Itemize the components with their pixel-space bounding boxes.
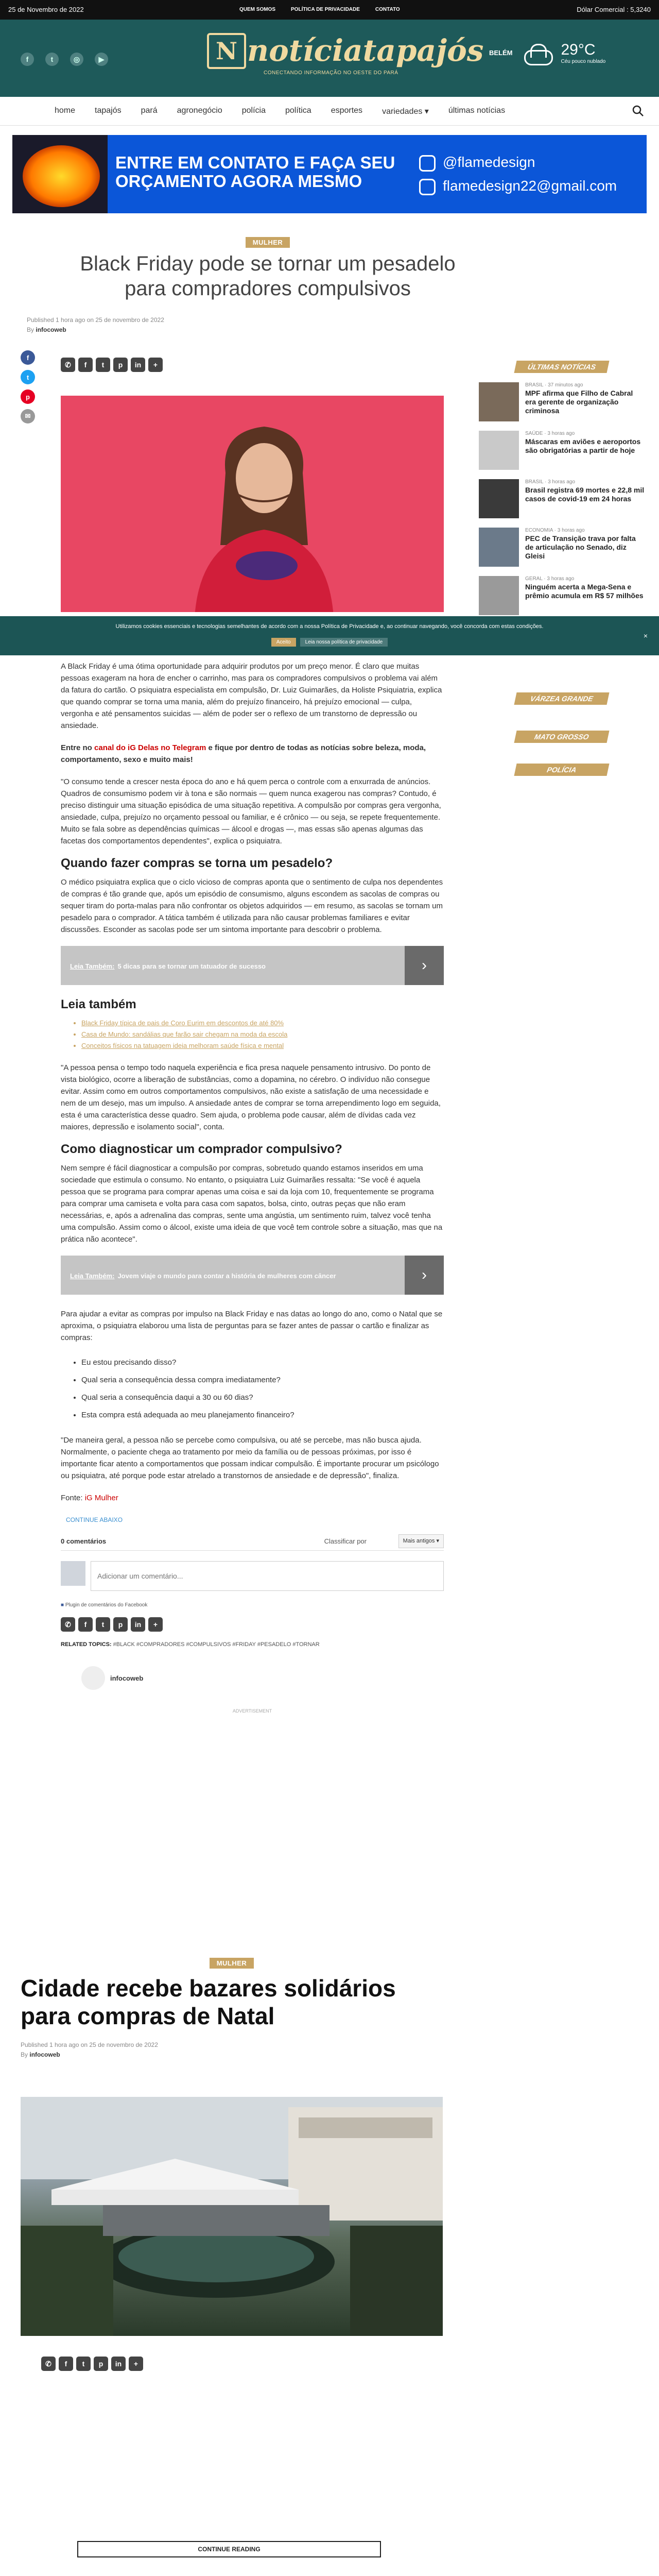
- search-icon[interactable]: [632, 105, 644, 116]
- telegram-link[interactable]: canal do iG Delas no Telegram: [94, 743, 206, 752]
- chevron-right-icon[interactable]: ›: [405, 946, 444, 985]
- banner-instagram: @flamedesign: [443, 154, 535, 170]
- by-label: By: [21, 2051, 28, 2058]
- email-icon: [419, 179, 436, 195]
- top-links: [239, 7, 400, 12]
- by-label: By: [27, 326, 34, 333]
- weather-temperature: 29°C: [561, 41, 596, 58]
- source-line: [61, 1492, 444, 1504]
- fb-plugin-label: [61, 1599, 444, 1611]
- paragraph: "De maneira geral, a pessoa não se percebe como compulsiva, ou até se percebe, mas não busca ajuda. Normalmente, o paciente chega ao tratamento por meio da família ou de pessoas próximas, por isso é importante ficar atento a comportamentos que possam indicar compulsão. É importante procurar um psicólogo ou psiquiatra, até porque pode estar atrelado a transtornos de ansiedade e de depressão", finaliza.: [61, 1436, 439, 1480]
- sidebar-title-policia: POLÍCIA: [514, 764, 609, 776]
- facebook-icon[interactable]: f: [78, 1617, 93, 1632]
- advertisement-label: ADVERTISEMENT: [232, 1708, 272, 1714]
- nav-tapajos[interactable]: tapajós: [95, 106, 122, 115]
- avatar: [61, 1561, 85, 1586]
- sidebar-news-item[interactable]: BRASIL · 37 minutos ago MPF afirma que Filho de Cabral era gerente de organização criminosa: [479, 382, 645, 421]
- author-box: [81, 1666, 444, 1690]
- twitter-icon[interactable]: t: [96, 1617, 110, 1632]
- news-time: 3 horas ago: [557, 528, 585, 533]
- sort-label: Classificar por: [324, 1537, 367, 1545]
- chevron-right-icon[interactable]: ›: [405, 1256, 444, 1295]
- cloud-icon: [521, 43, 553, 63]
- article-title: Black Friday pode se tornar um pesadelo para compradores compulsivos: [80, 252, 456, 300]
- share-twitter-icon[interactable]: t: [21, 370, 35, 384]
- linkedin-icon[interactable]: in: [111, 2357, 126, 2371]
- continue-below: CONTINUE ABAIXO: [66, 1516, 123, 1523]
- news-title[interactable]: Brasil registra 69 mortes e 22,8 mil casos de covid-19 em 24 horas: [525, 486, 645, 503]
- news-category: ECONOMIA: [525, 528, 553, 533]
- cookie-banner: [0, 616, 659, 655]
- top-bar: [0, 0, 659, 20]
- sidebar-news-item[interactable]: BRASIL · 3 horas ago Brasil registra 69 mortes e 22,8 mil casos de covid-19 em 24 horas: [479, 479, 645, 518]
- weather-city: BELÉM: [489, 49, 513, 57]
- read-also-title: Jovem viaje o mundo para contar a história de mulheres com câncer: [117, 1272, 336, 1280]
- nav-para[interactable]: pará: [141, 106, 158, 115]
- read-also-box[interactable]: [61, 1256, 444, 1295]
- news-category: BRASIL: [525, 479, 544, 485]
- related-tags[interactable]: #BLACK #COMPRADORES #COMPULSIVOS #FRIDAY #PESADELO #TORNAR: [113, 1641, 320, 1648]
- read-also-label: Leia Também:: [70, 1272, 115, 1280]
- linkedin-icon[interactable]: in: [131, 1617, 145, 1632]
- nav-home[interactable]: home: [55, 106, 76, 115]
- comments-header: [61, 1535, 444, 1551]
- comments-count: 0 comentários: [61, 1537, 107, 1545]
- article2-share-row: [41, 2357, 143, 2371]
- question-item: • Eu estou precisando disso?: [81, 1354, 444, 1371]
- more-share-icon[interactable]: +: [148, 358, 163, 372]
- whatsapp-icon[interactable]: ✆: [61, 358, 75, 372]
- sidebar-section: [479, 731, 645, 743]
- cookie-text: Utilizamos cookies essenciais e tecnologias semelhantes de acordo com a nossa Política de Privacidade e, ao continuar navegando, você concorda com estas condições.: [115, 623, 544, 630]
- article-body: [61, 660, 444, 1717]
- current-date: 25 de Novembro de 2022: [8, 6, 84, 13]
- sidebar-news-item[interactable]: GERAL · 3 horas ago Ninguém acerta a Mega-Sena e prêmio acumula em R$ 57 milhões: [479, 576, 645, 615]
- leia-tambem-heading: Leia também: [61, 997, 136, 1011]
- news-thumbnail: [479, 431, 519, 470]
- news-thumbnail: [479, 479, 519, 518]
- facebook-icon[interactable]: f: [78, 358, 93, 372]
- top-link-privacidade[interactable]: POLÍTICA DE PRIVACIDADE: [291, 7, 360, 12]
- paragraph-text: e fique por dentro de todas as notícias sobre beleza, moda, comportamento, sexo e muito mais!: [61, 743, 426, 764]
- paragraph-text: Entre no: [61, 743, 95, 752]
- paragraph: "O consumo tende a crescer nesta época do ano e há quem perca o controle com a enxurrada de anúncios. Quadros de consumismo podem vir à tona e são normais — quem nunca exagerou nas compras? Contudo, é preciso distinguir uma situação episódica de uma situação repetitiva. A compulsão por compras gera vergonha, ansiedade, culpa, prejuízo no orçamento pessoal ou familiar, e é crônico — ou seja, se repete frequentemente. Muito se fala sobre as dependências químicas — álcool e drogas —, mas essas são apenas algumas das facetas dos comportamentos dependentes", explica o psiquiatra.: [61, 777, 441, 845]
- subheading: Como diagnosticar um comprador compulsivo?: [61, 1142, 342, 1156]
- fb-plugin-text: Plugin de comentários do Facebook: [65, 1602, 148, 1608]
- instagram-icon[interactable]: ◎: [70, 53, 83, 66]
- twitter-icon[interactable]: t: [76, 2357, 91, 2371]
- article2-image: [21, 2097, 443, 2336]
- close-icon[interactable]: ×: [643, 632, 648, 640]
- ad-banner[interactable]: [12, 135, 647, 213]
- news-category: SAÚDE: [525, 431, 543, 436]
- continue-reading-button[interactable]: CONTINUE READING: [77, 2541, 381, 2557]
- more-share-icon[interactable]: +: [148, 1617, 163, 1632]
- paragraph: Para ajudar a evitar as compras por impulso na Black Friday e nas datas ao longo do ano, como o Natal que se aproxima, o psiquiatra elaborou uma lista de perguntas para se fazer antes de passar o cartão e finalizar as compras:: [61, 1310, 443, 1342]
- article2-tag-wrap: [21, 1958, 443, 1969]
- sidebar-news-item[interactable]: ECONOMIA · 3 horas ago PEC de Transição trava por falta de articulação no Senado, diz Gleisi: [479, 528, 645, 567]
- article2-category-tag[interactable]: MULHER: [210, 1958, 254, 1969]
- news-thumbnail: [479, 576, 519, 615]
- whatsapp-icon[interactable]: ✆: [41, 2357, 56, 2371]
- logo-mark: N: [207, 33, 246, 69]
- logo-slogan: CONECTANDO INFORMAÇÃO NO OESTE DO PARÁ: [264, 70, 398, 76]
- paragraph: Nem sempre é fácil diagnosticar a compulsão por compras, sobretudo quando estamos inseridos em uma sociedade que estimula o consumo. No entanto, o psiquiatra Luiz Guimarães ressalta: "Se você é aquela pessoa que se programa para comprar apenas uma coisa e sai da loja com 10, frequentemente se programa para comprar uma camiseta e volta para casa com sapatos, bolsa, cinto, outras peças que não eram necessárias, e, após a adrenalina das compras, sente uma angústia, um sentimento ruim, talvez você tenha uma compulsão. Assim como o álcool, existe uma ideia de que você tem controle sobre a situação, mas que na prática não acontece".: [61, 1164, 443, 1244]
- published-date: Published 1 hora ago on 25 de novembro de 2022: [21, 2041, 158, 2048]
- leia-item[interactable]: • Casa de Mundo: sandálias que farão sair chegam na moda da escola: [81, 1029, 444, 1040]
- nav-policia[interactable]: polícia: [241, 106, 266, 115]
- youtube-icon[interactable]: ▶: [95, 53, 108, 66]
- question-item: • Qual seria a consequência dessa compra imediatamente?: [81, 1371, 444, 1389]
- subheading: Quando fazer compras se torna um pesadelo?: [61, 856, 333, 870]
- comment-input[interactable]: [91, 1561, 444, 1591]
- pinterest-icon[interactable]: p: [94, 2357, 108, 2371]
- article-tag-wrap: [62, 237, 474, 248]
- share-row: [61, 358, 163, 372]
- more-share-icon[interactable]: +: [129, 2357, 143, 2371]
- published-date: Published 1 hora ago on 25 de novembro de 2022: [27, 316, 164, 324]
- author-name[interactable]: infocoweb: [110, 1674, 144, 1682]
- read-also-label: Leia Também:: [70, 962, 115, 970]
- share-facebook-icon[interactable]: f: [21, 350, 35, 365]
- banner-contacts: [419, 150, 617, 198]
- top-link-contato[interactable]: CONTATO: [375, 7, 400, 12]
- share-row-bottom: [61, 1617, 444, 1632]
- author-link[interactable]: infocoweb: [36, 326, 66, 333]
- source-label: Fonte:: [61, 1494, 85, 1502]
- top-link-quem-somos[interactable]: QUEM SOMOS: [239, 7, 276, 12]
- article-hero-image: [61, 396, 444, 612]
- news-time: 3 horas ago: [548, 479, 575, 485]
- paragraph: A Black Friday é uma ótima oportunidade para adquirir produtos por um preço menor. É claro que muitas pessoas exageram na hora de encher o carrinho, mas para os compradores compulsivos o problema vai além da fatura do cartão. O psiquiatra especialista em compulsão, Dr. Luiz Guimarães, da Holiste Psiquiatria, explica que quando comprar se torna uma mania, além do prejuízo financeiro, há prejuízo emocional — culpa, vergonha e até pensamentos suicidas — além de poder ser o reflexo de um transtorno de depressão ou ansiedade.: [61, 662, 442, 730]
- sidebar: [479, 361, 645, 785]
- author-avatar: [81, 1666, 105, 1690]
- twitter-icon[interactable]: t: [45, 53, 59, 66]
- share-email-icon[interactable]: ✉: [21, 409, 35, 423]
- news-category: BRASIL: [525, 382, 544, 388]
- facebook-icon: ■: [61, 1602, 65, 1608]
- logo-text: notíciatapajós: [247, 33, 484, 68]
- comment-compose: [61, 1561, 444, 1591]
- news-title[interactable]: Ninguém acerta a Mega-Sena e prêmio acumula em R$ 57 milhões: [525, 583, 644, 600]
- twitter-icon[interactable]: t: [96, 358, 110, 372]
- news-time: 3 horas ago: [547, 576, 575, 582]
- paragraph: "A pessoa pensa o tempo todo naquela experiência e fica presa naquele pensamento intrusivo. Do ponto de vista biológico, ocorre a liberação de substâncias, como a dopamina, no cérebro. O indivíduo não consegue evitar. Assim como em outros comportamentos compulsivos, não existe a satisfação de uma necessidade e nem de um desejo, mas um impulso. A ansiedade antes de comprar se torna arrependimento logo em seguida, esta é uma característica desse quadro. Sem ajuda, o problema pode causar, além de dívidas cada vez maiores, depressão e isolamento social", conta.: [61, 1063, 441, 1131]
- pinterest-icon[interactable]: p: [113, 358, 128, 372]
- dollar-rate: Dólar Comercial : 5,3240: [577, 6, 651, 13]
- cookie-accept-button[interactable]: Aceito: [271, 638, 296, 647]
- author-link[interactable]: infocoweb: [29, 2051, 60, 2058]
- site-logo[interactable]: [207, 26, 484, 82]
- bazaar-scene: [21, 2097, 443, 2336]
- social-links: [21, 53, 108, 66]
- fire-logo: [12, 135, 108, 213]
- nav-variedades[interactable]: variedades ▾: [382, 107, 429, 116]
- source-link[interactable]: iG Mulher: [84, 1494, 118, 1502]
- leia-item[interactable]: • Black Friday típica de pais de Coro Eurim em descontos de até 80%: [81, 1018, 444, 1029]
- banner-email: flamedesign22@gmail.com: [443, 178, 617, 194]
- pinterest-icon[interactable]: p: [113, 1617, 128, 1632]
- sidebar-section: [479, 692, 645, 705]
- weather-condition: Céu pouco nublado: [561, 59, 606, 64]
- share-vertical: [21, 350, 35, 423]
- paragraph: O médico psiquiatra explica que o ciclo vicioso de compras aponta que o sentimento de culpa nos dependentes de compras é tão grande que, após um episódio de consumismo, alguns escondem as sacolas de compras ou sequer tiram do porta-malas para não confrontar os objetos adquiridos — em resumo, as sacolas se tornam um pesadelo para o comprador. A tática também é utilizada para não causar problemas familiares e evitar discussões. Esconder as sacolas pode ser um sintoma importante para descobrir o problema.: [61, 878, 443, 934]
- related-topics: [61, 1639, 444, 1651]
- paragraph: [61, 742, 444, 766]
- news-thumbnail: [479, 382, 519, 421]
- facebook-icon[interactable]: f: [21, 53, 34, 66]
- question-item: • Esta compra está adequada ao meu planejamento financeiro?: [81, 1406, 444, 1424]
- sidebar-news-item[interactable]: SAÚDE · 3 horas ago Máscaras em aviões e aeroportos são obrigatórias a partir de hoje: [479, 431, 645, 470]
- facebook-icon[interactable]: f: [59, 2357, 73, 2371]
- banner-headline: ENTRE EM CONTATO E FAÇA SEU ORÇAMENTO AGORA MESMO: [115, 153, 395, 191]
- weather-widget: [489, 41, 605, 64]
- sidebar-title-varzea: VÁRZEA GRANDE: [514, 692, 609, 705]
- cookie-policy-button[interactable]: Leia nossa política de privacidade: [300, 638, 388, 647]
- nav-esportes[interactable]: esportes: [331, 106, 363, 115]
- article-category-tag[interactable]: MULHER: [246, 237, 290, 248]
- nav-agronegocio[interactable]: agronegócio: [177, 106, 222, 115]
- share-pinterest-icon[interactable]: p: [21, 389, 35, 404]
- article2-title[interactable]: Cidade recebe bazares solidários para compras de Natal: [21, 1975, 396, 2029]
- news-category: GERAL: [525, 576, 543, 582]
- question-item: • Qual seria a consequência daqui a 30 ou 60 dias?: [81, 1389, 444, 1406]
- sidebar-section: [479, 764, 645, 776]
- nav-politica[interactable]: política: [285, 106, 311, 115]
- nav-ultimas-noticias[interactable]: últimas notícias: [448, 106, 506, 115]
- read-also-box[interactable]: [61, 946, 444, 985]
- linkedin-icon[interactable]: in: [131, 358, 145, 372]
- leia-tambem-list: [61, 1018, 444, 1052]
- main-nav: [0, 97, 659, 126]
- sort-select[interactable]: Mais antigos ▾: [398, 1534, 444, 1548]
- sidebar-title-mato-grosso: MATO GROSSO: [514, 731, 609, 743]
- article2-meta: [21, 2040, 158, 2060]
- news-thumbnail: [479, 528, 519, 567]
- news-title[interactable]: PEC de Transição trava por falta de articulação no Senado, diz Gleisi: [525, 534, 636, 560]
- news-title[interactable]: MPF afirma que Filho de Cabral era gerente de organização criminosa: [525, 389, 633, 415]
- sidebar-title-ultimas: ÚLTIMAS NOTÍCIAS: [514, 361, 609, 373]
- leia-item[interactable]: • Conceitos físicos na tatuagem ideia melhoram saúde física e mental: [81, 1040, 444, 1052]
- question-list: [61, 1354, 444, 1424]
- news-title[interactable]: Máscaras em aviões e aeroportos são obrigatórias a partir de hoje: [525, 437, 641, 454]
- related-label: RELATED TOPICS:: [61, 1641, 112, 1648]
- whatsapp-icon[interactable]: ✆: [61, 1617, 75, 1632]
- read-also-title: 5 dicas para se tornar um tatuador de sucesso: [117, 962, 266, 970]
- instagram-icon: [419, 155, 436, 172]
- news-time: 3 horas ago: [547, 431, 575, 436]
- woman-illustration: [179, 411, 349, 612]
- article-meta: [27, 315, 164, 335]
- news-time: 37 minutos ago: [548, 382, 583, 388]
